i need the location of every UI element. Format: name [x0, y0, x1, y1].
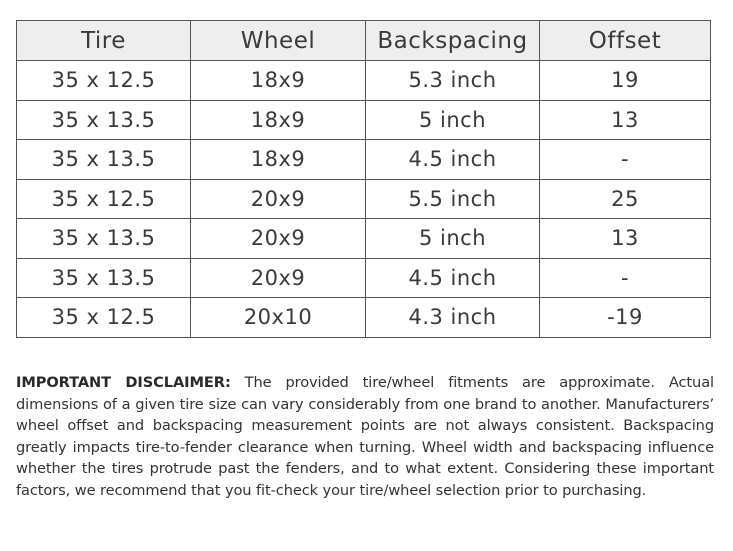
table-header [17, 21, 711, 61]
table-row [17, 100, 711, 140]
cell-offset: 25 [540, 179, 711, 219]
table-row [17, 298, 711, 338]
cell-tire: 35 x 12.5 [17, 61, 191, 101]
table-row [17, 179, 711, 219]
table-body [17, 61, 711, 338]
cell-wheel: 20x9 [191, 258, 366, 298]
cell-wheel: 18x9 [191, 61, 366, 101]
header-tire: Tire [17, 21, 191, 61]
cell-tire: 35 x 13.5 [17, 219, 191, 259]
cell-wheel: 18x9 [191, 100, 366, 140]
cell-tire: 35 x 12.5 [17, 298, 191, 338]
cell-offset: -19 [540, 298, 711, 338]
cell-backspacing: 4.3 inch [366, 298, 540, 338]
disclaimer-paragraph [16, 372, 714, 501]
cell-wheel: 18x9 [191, 140, 366, 180]
table-row [17, 258, 711, 298]
table-row [17, 219, 711, 259]
cell-offset: 13 [540, 100, 711, 140]
table-row [17, 140, 711, 180]
cell-tire: 35 x 13.5 [17, 140, 191, 180]
disclaimer-lead: IMPORTANT DISCLAIMER: [16, 374, 231, 391]
table-row [17, 61, 711, 101]
cell-backspacing: 4.5 inch [366, 140, 540, 180]
cell-wheel: 20x10 [191, 298, 366, 338]
cell-tire: 35 x 13.5 [17, 100, 191, 140]
cell-backspacing: 5 inch [366, 100, 540, 140]
cell-backspacing: 5.3 inch [366, 61, 540, 101]
cell-backspacing: 4.5 inch [366, 258, 540, 298]
cell-offset: - [540, 140, 711, 180]
cell-wheel: 20x9 [191, 179, 366, 219]
cell-offset: 13 [540, 219, 711, 259]
cell-wheel: 20x9 [191, 219, 366, 259]
fitment-table [16, 20, 711, 338]
disclaimer-body: The provided tire/wheel fitments are approximate. Actual dimensions of a given tire size can vary considerably from one brand to another. Manufacturers’ wheel offset and backspacing measurement points are not always consistent. Backspacing greatly impacts tire-to-fender clearance when turning. Wheel width and backspacing influence whether the tires protrude past the fenders, and to what extent. Considering these important factors, we recommend that you fit-check your tire/wheel selection prior to purchasing. [16, 374, 714, 499]
header-backspacing: Backspacing [366, 21, 540, 61]
header-offset: Offset [540, 21, 711, 61]
cell-backspacing: 5 inch [366, 219, 540, 259]
header-wheel: Wheel [191, 21, 366, 61]
cell-tire: 35 x 12.5 [17, 179, 191, 219]
cell-offset: 19 [540, 61, 711, 101]
cell-tire: 35 x 13.5 [17, 258, 191, 298]
header-row [17, 21, 711, 61]
cell-backspacing: 5.5 inch [366, 179, 540, 219]
cell-offset: - [540, 258, 711, 298]
